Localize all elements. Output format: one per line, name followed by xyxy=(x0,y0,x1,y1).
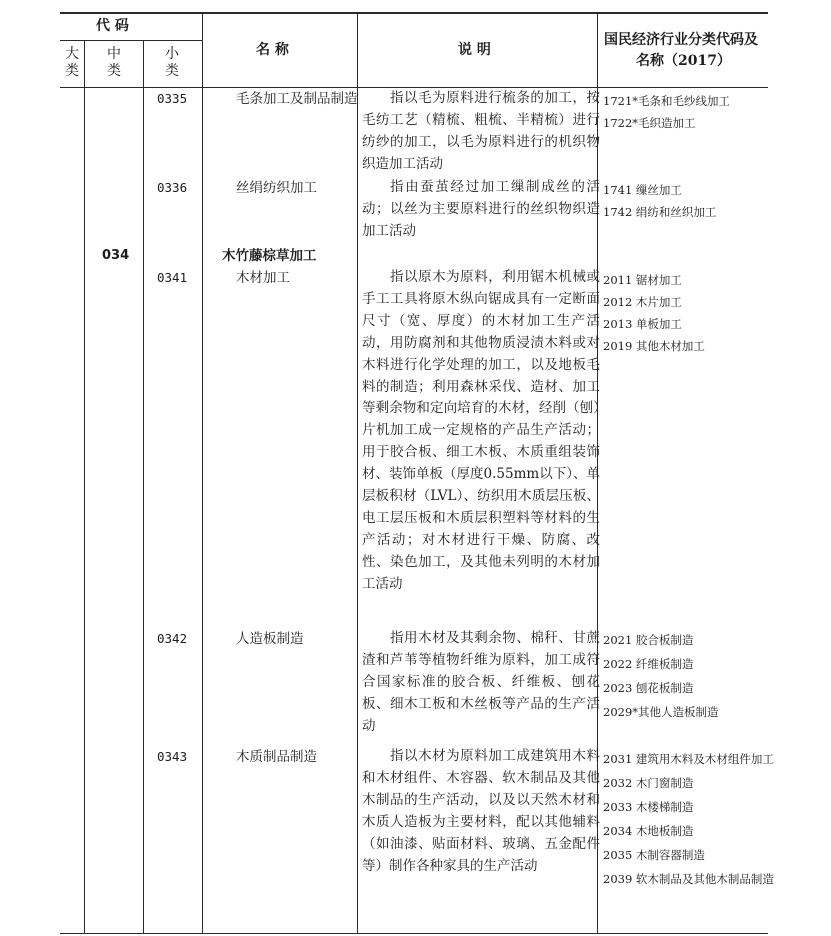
national-ref: 2019 其他木材加工 xyxy=(603,339,705,353)
code-header-divider xyxy=(60,40,202,41)
header-major: 大类 xyxy=(65,46,79,79)
minor-code: 0342 xyxy=(157,631,188,646)
category-description: 指由蚕茧经过加工缫制成丝的活动；以丝为主要原料进行的丝织物织造加工活动 xyxy=(362,179,600,239)
national-ref: 2035 木制容器制造 xyxy=(603,848,705,862)
national-refs xyxy=(603,269,781,357)
national-ref: 2021 胶合板制造 xyxy=(603,633,694,647)
national-refs xyxy=(603,179,781,223)
header-minor: 小类 xyxy=(165,46,179,79)
header-national-line2: 名称（2017） xyxy=(636,53,731,69)
divider-middle-minor xyxy=(143,40,144,934)
national-refs xyxy=(603,747,775,891)
national-ref: 2039 软木制品及其他木制品制造 xyxy=(603,872,774,886)
national-ref: 1722*毛织造加工 xyxy=(603,116,696,130)
national-ref: 2033 木楼梯制造 xyxy=(603,800,694,814)
header-name: 名 称 xyxy=(256,42,289,58)
table-bottom-rule xyxy=(60,933,768,934)
header-middle: 中类 xyxy=(107,46,121,79)
category-name: 木材加工 xyxy=(236,270,290,286)
divider-major-middle xyxy=(84,40,85,934)
national-ref: 1741 缫丝加工 xyxy=(603,183,682,197)
divider-name-desc xyxy=(357,12,358,934)
middle-code: 034 xyxy=(102,248,130,263)
national-ref: 2031 建筑用木料及木材组件加工 xyxy=(603,752,774,766)
minor-code: 0343 xyxy=(157,749,188,764)
minor-code: 0336 xyxy=(157,180,188,195)
national-ref: 2023 刨花板制造 xyxy=(603,681,694,695)
header-code: 代 码 xyxy=(96,18,129,34)
national-ref: 1742 绢纺和丝织加工 xyxy=(603,205,717,219)
category-name: 人造板制造 xyxy=(236,631,304,647)
category-name: 木质制品制造 xyxy=(236,749,317,765)
category-description: 指以木材为原料加工成建筑用木料和木材组件、木容器、软木制品及其他木制品的生产活动，以及以天然木材和木质人造板为主要材料，配以其他辅料（如油漆、贴面材料、玻璃、五金配件等）制作各种家具的生产活动 xyxy=(362,748,600,874)
header-national-line1: 国民经济行业分类代码及 xyxy=(604,32,758,48)
category-description: 指用木材及其剩余物、棉秆、甘蔗渣和芦苇等植物纤维为原料，加工成符合国家标准的胶合板、纤维板、刨花板、细木工板和木丝板等产品的生产活动 xyxy=(362,630,600,734)
category-description: 指以毛为原料进行梳条的加工，按毛纺工艺（精梳、粗梳、半精梳）进行纺纱的加工，以毛为原料进行的机织物织造加工活动 xyxy=(362,90,600,172)
national-ref: 2012 木片加工 xyxy=(603,295,682,309)
national-ref: 2013 单板加工 xyxy=(603,317,682,331)
national-ref: 1721*毛条和毛纱线加工 xyxy=(603,94,731,108)
national-ref: 2022 纤维板制造 xyxy=(603,657,694,671)
national-ref: 2011 锯材加工 xyxy=(603,273,682,287)
category-name: 毛条加工及制品制造 xyxy=(236,91,358,107)
table-top-rule xyxy=(60,12,768,14)
national-ref: 2032 木门窗制造 xyxy=(603,776,694,790)
category-name: 丝绢纺织加工 xyxy=(236,180,317,196)
national-ref: 2034 木地板制造 xyxy=(603,824,694,838)
minor-code: 0341 xyxy=(157,270,188,285)
divider-code-name xyxy=(202,12,203,934)
category-description: 指以原木为原料，利用锯木机械或手工工具将原木纵向锯成具有一定断面尺寸（宽、厚度）的木材加工生产活动，用防腐剂和其他物质浸渍木料或对木料进行化学处理的加工，以及地板毛料的制造；利用森林采伐、造材、加工等剩余物和定向培育的木材，经削（刨）片机加工成一定规格的产品生产活动；用于胶合板、细工木板、木质重组装饰材、装饰单板（厚度0.55mm以下）、单层板积材（LVL）、纺织用木质层压板、电工层压板和木质层积塑料等材料的生产活动；对木材进行干燥、防腐、改性、染色加工，及其他未列明的木材加工活动 xyxy=(362,269,600,592)
minor-code: 0335 xyxy=(157,91,188,106)
national-ref: 2029*其他人造板制造 xyxy=(603,705,719,719)
national-refs xyxy=(603,628,781,724)
national-refs xyxy=(603,90,781,134)
group-name: 木竹藤棕草加工 xyxy=(222,248,317,264)
header-description: 说 明 xyxy=(458,42,491,58)
